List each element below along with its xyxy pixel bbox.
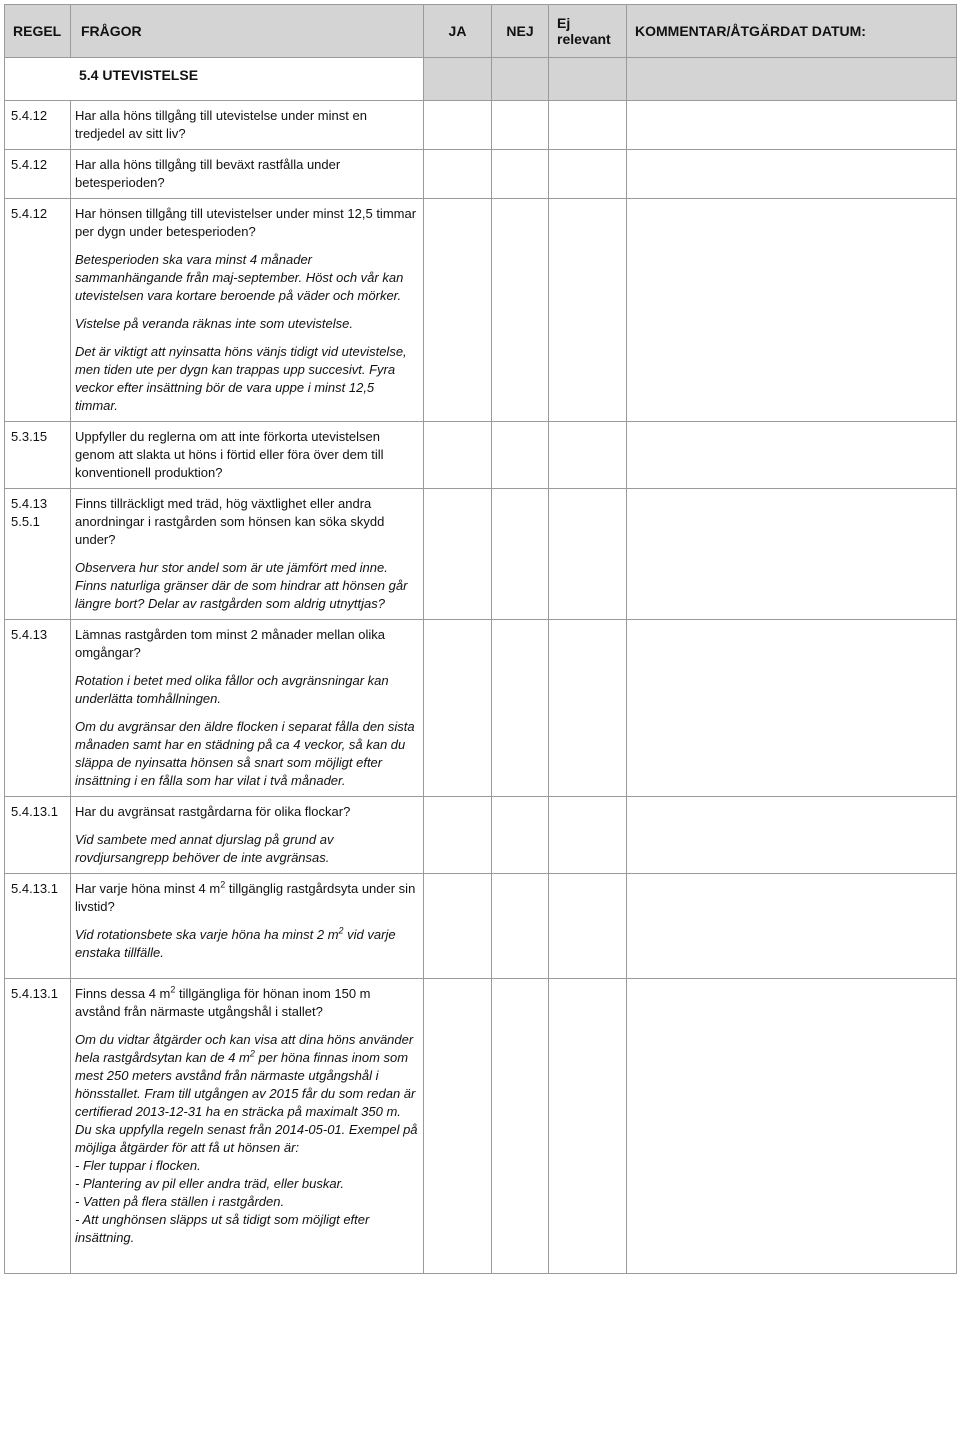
row-question: Lämnas rastgården tom minst 2 månader mellan olika omgångar? <box>75 627 385 660</box>
answer-ej-relevant-cell[interactable] <box>549 150 627 199</box>
answer-ja-cell[interactable] <box>424 489 492 620</box>
comment-cell[interactable] <box>627 620 957 797</box>
table-row <box>5 150 957 199</box>
row-regel: 5.3.15 <box>5 422 71 489</box>
row-regel: 5.4.13.1 <box>5 979 71 1274</box>
comment-cell[interactable] <box>627 199 957 422</box>
row-question: Har du avgränsat rastgårdarna för olika flockar? <box>75 804 351 819</box>
answer-nej-cell[interactable] <box>492 797 549 874</box>
section-row <box>5 58 957 101</box>
row-question: Har alla höns tillgång till utevistelse under minst en tredjedel av sitt liv? <box>75 108 367 141</box>
answer-ej-relevant-cell[interactable] <box>549 979 627 1274</box>
row-note: Det är viktigt att nyinsatta höns vänjs tidigt vid utevistelse, men tiden ute per dygn kan trappas upp succesivt. Fyra veckor efter insättning bör de vara uppe i minst 12,5 timmar. <box>75 344 407 413</box>
answer-nej-cell[interactable] <box>492 101 549 150</box>
comment-cell[interactable] <box>627 101 957 150</box>
row-bullet: - Fler tuppar i flocken. <box>75 1158 201 1173</box>
row-bullet: - Att unghönsen släpps ut så tidigt som möjligt efter insättning. <box>75 1212 370 1245</box>
row-note: Vid sambete med annat djurslag på grund av rovdjursangrepp behöver de inte avgränsas. <box>75 832 334 865</box>
answer-ej-relevant-cell[interactable] <box>549 101 627 150</box>
checklist-table <box>4 4 957 1274</box>
answer-ja-cell[interactable] <box>424 874 492 979</box>
answer-ej-relevant-cell[interactable] <box>549 874 627 979</box>
row-note: Om du avgränsar den äldre flocken i separat fålla den sista månaden samt har en städning på ca 4 veckor, så kan du släppa de nyinsatta hönsen så snart som möjligt efter insättning i en fålla som har vilat i två månader. <box>75 719 415 788</box>
row-note: Vid rotationsbete ska varje höna ha minst 2 $m^2$ vid varje enstaka tillfälle. <box>75 925 396 960</box>
answer-ja-cell[interactable] <box>424 101 492 150</box>
row-bullet: - Vatten på flera ställen i rastgården. <box>75 1194 285 1209</box>
comment-cell[interactable] <box>627 150 957 199</box>
answer-ja-cell[interactable] <box>424 199 492 422</box>
table-row <box>5 199 957 422</box>
row-regel-secondary: 5.5.1 <box>11 514 40 529</box>
row-regel: 5.4.12 <box>5 101 71 150</box>
section-gray-kommentar <box>627 58 957 101</box>
comment-cell[interactable] <box>627 979 957 1274</box>
header-row <box>5 5 957 58</box>
row-question: Uppfyller du reglerna om att inte förkorta utevistelsen genom att slakta ut höns i förtid eller föra över dem till konventionell produktion? <box>75 429 384 480</box>
row-question: Finns tillräckligt med träd, hög växtlighet eller andra anordningar i rastgården som hönsen kan söka skydd under? <box>75 496 385 547</box>
header-kommentar: KOMMENTAR/ÅTGÄRDAT DATUM: <box>627 5 957 58</box>
header-fragor: FRÅGOR <box>71 5 424 58</box>
table-row <box>5 101 957 150</box>
section-gray-ja <box>424 58 492 101</box>
answer-nej-cell[interactable] <box>492 874 549 979</box>
answer-nej-cell[interactable] <box>492 489 549 620</box>
comment-cell[interactable] <box>627 874 957 979</box>
answer-ej-relevant-cell[interactable] <box>549 422 627 489</box>
answer-nej-cell[interactable] <box>492 150 549 199</box>
header-regel: REGEL <box>5 5 71 58</box>
table-row <box>5 874 957 979</box>
row-note: Vistelse på veranda räknas inte som utevistelse. <box>75 316 353 331</box>
header-nej: NEJ <box>492 5 549 58</box>
row-bullet: - Plantering av pil eller andra träd, eller buskar. <box>75 1176 345 1191</box>
row-note: Betesperioden ska vara minst 4 månader sammanhängande från maj-september. Höst och vår kan utevistelsen vara kortare beroende på väder och mörker. <box>75 252 404 303</box>
section-title: 5.4 UTEVISTELSE <box>5 58 424 101</box>
comment-cell[interactable] <box>627 422 957 489</box>
section-gray-nej <box>492 58 549 101</box>
table-row <box>5 620 957 797</box>
header-ja: JA <box>424 5 492 58</box>
row-question: Har hönsen tillgång till utevistelser under minst 12,5 timmar per dygn under betesperioden? <box>75 206 417 239</box>
row-regel: 5.4.12 <box>5 199 71 422</box>
table-row <box>5 979 957 1274</box>
answer-ja-cell[interactable] <box>424 422 492 489</box>
answer-ja-cell[interactable] <box>424 620 492 797</box>
row-regel: 5.4.13 <box>11 496 48 511</box>
answer-ja-cell[interactable] <box>424 150 492 199</box>
row-question: Finns dessa 4 $m^2$ tillgängliga för hönan inom 150 m avstånd från närmaste utgångshål i stallet? <box>75 984 371 1019</box>
answer-nej-cell[interactable] <box>492 199 549 422</box>
answer-ja-cell[interactable] <box>424 797 492 874</box>
answer-nej-cell[interactable] <box>492 422 549 489</box>
row-note: Observera hur stor andel som är ute jämfört med inne. Finns naturliga gränser där de som hindrar att hönsen går längre bort? Delar av rastgården som aldrig utnyttjas? <box>75 560 408 611</box>
row-regel: 5.4.12 <box>5 150 71 199</box>
header-ej-relevant: Ej relevant <box>549 5 627 58</box>
table-row <box>5 422 957 489</box>
row-regel: 5.4.13.1 <box>5 874 71 979</box>
row-question: Har varje höna minst 4 $m^2$ tillgänglig rastgårdsyta under sin livstid? <box>75 879 416 914</box>
answer-ja-cell[interactable] <box>424 979 492 1274</box>
comment-cell[interactable] <box>627 797 957 874</box>
answer-ej-relevant-cell[interactable] <box>549 797 627 874</box>
row-regel: 5.4.13 <box>5 620 71 797</box>
comment-cell[interactable] <box>627 489 957 620</box>
answer-nej-cell[interactable] <box>492 979 549 1274</box>
row-note: Om du vidtar åtgärder och kan visa att dina höns använder hela rastgårdsytan kan de 4 $m^2$ per höna finnas inom som mest 250 meters avstånd från närmaste utgångshål i hönsstallet. Fram till utgången av 2015 får du som redan är certifierad 2013-12-31 ha en sträcka på maximalt 350 m. Du ska uppfylla regeln senast från 2014-05-01. Exempel på möjliga åtgärder för att få ut hönsen är: <box>75 1032 418 1155</box>
row-note: Rotation i betet med olika fållor och avgränsningar kan underlätta tomhållningen. <box>75 673 389 706</box>
answer-ej-relevant-cell[interactable] <box>549 199 627 422</box>
table-row <box>5 489 957 620</box>
row-regel: 5.4.13.1 <box>5 797 71 874</box>
answer-nej-cell[interactable] <box>492 620 549 797</box>
row-question: Har alla höns tillgång till beväxt rastfålla under betesperioden? <box>75 157 341 190</box>
table-row <box>5 797 957 874</box>
section-gray-ej <box>549 58 627 101</box>
answer-ej-relevant-cell[interactable] <box>549 620 627 797</box>
answer-ej-relevant-cell[interactable] <box>549 489 627 620</box>
